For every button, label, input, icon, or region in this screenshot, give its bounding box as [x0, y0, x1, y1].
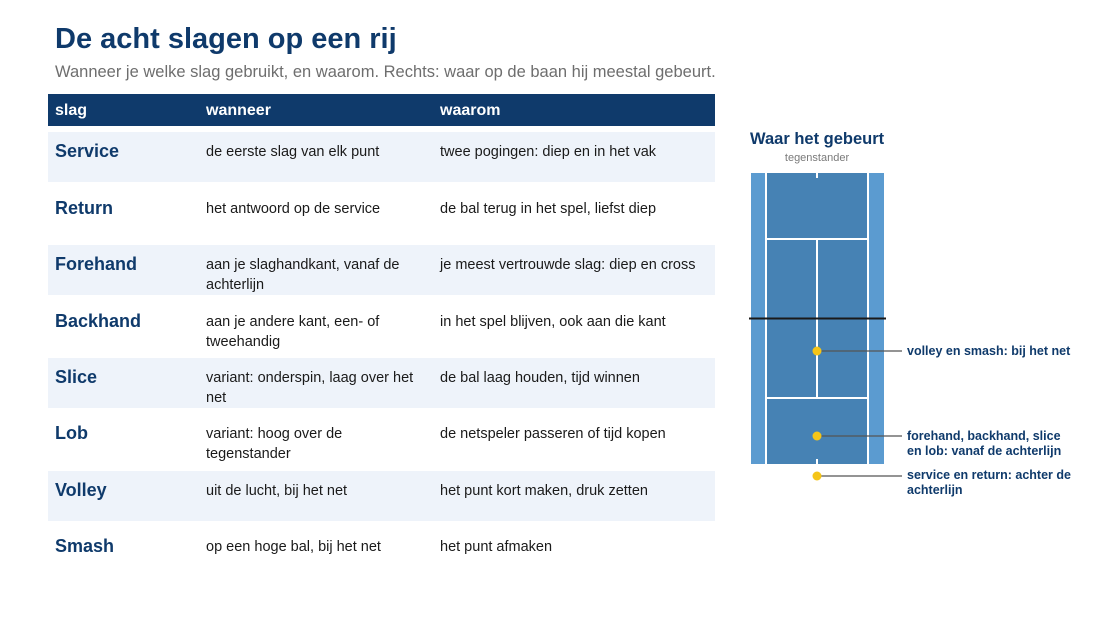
- callout-net: volley en smash: bij het net: [907, 344, 1071, 358]
- stroke-when: variant: onderspin, laag over het net: [206, 369, 414, 406]
- callout-behind-baseline: service en return: achter de achterlijn: [907, 468, 1071, 497]
- opponent-label: tegenstander: [784, 152, 850, 164]
- stroke-when: variant: hoog over de tegenstander: [206, 426, 343, 463]
- page-title: De acht slagen op een rij: [55, 23, 397, 55]
- stroke-why: in het spel blijven, ook aan die kant: [440, 313, 666, 330]
- stroke-why: het punt kort maken, druk zetten: [440, 482, 648, 499]
- stroke-name: Smash: [55, 536, 115, 557]
- callout-baseline: forehand, backhand, slice en lob: vanaf de achterlijn: [907, 429, 1062, 458]
- column-header-slag: slag: [55, 102, 88, 119]
- page-subtitle: Wanneer je welke slag gebruikt, en waarom. Rechts: waar op de baan hij meestal gebeurt.: [55, 63, 716, 81]
- marker-baseline: [813, 432, 822, 441]
- stroke-when: de eerste slag van elk punt: [206, 144, 380, 161]
- stroke-why: de netspeler passeren of tijd kopen: [440, 426, 666, 443]
- stroke-name: Volley: [55, 479, 107, 500]
- stroke-when: aan je andere kant, een- of tweehandig: [206, 313, 380, 350]
- stroke-why: het punt afmaken: [440, 539, 553, 556]
- stroke-when: aan je slaghandkant, vanaf de achterlijn: [206, 257, 400, 294]
- stroke-name: Service: [55, 141, 120, 162]
- stroke-why: de bal terug in het spel, liefst diep: [440, 200, 657, 217]
- stroke-when: het antwoord op de service: [206, 200, 381, 217]
- stroke-when: op een hoge bal, bij het net: [206, 539, 381, 556]
- court-title: Waar het gebeurt: [750, 130, 885, 148]
- stroke-why: twee pogingen: diep en in het vak: [440, 144, 657, 161]
- stroke-why: de bal laag houden, tijd winnen: [440, 369, 640, 386]
- marker-behind-baseline: [813, 472, 822, 481]
- column-header-wanneer: wanneer: [206, 102, 271, 119]
- stroke-name: Slice: [55, 366, 98, 387]
- column-header-waarom: waarom: [440, 102, 501, 119]
- stroke-when: uit de lucht, bij het net: [206, 482, 348, 499]
- stroke-why: je meest vertrouwde slag: diep en cross: [440, 257, 696, 274]
- stroke-name: Backhand: [55, 310, 142, 331]
- marker-net: [813, 347, 822, 356]
- stroke-name: Return: [55, 197, 113, 218]
- stroke-name: Lob: [55, 423, 88, 444]
- stroke-name: Forehand: [55, 254, 138, 275]
